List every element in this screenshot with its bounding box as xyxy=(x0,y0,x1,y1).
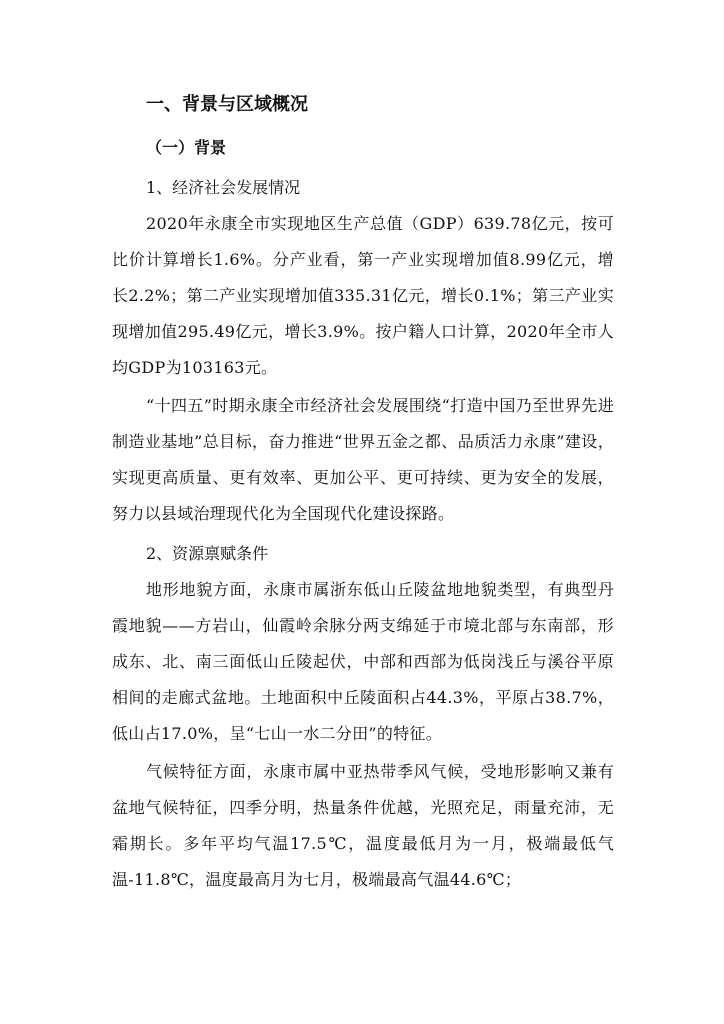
paragraph-plan: “十四五”时期永康全市经济社会发展围绕“打造中国乃至世界先进制造业基地”总目标，奋力推进“世界五金之都、品质活力永康”建设，实现更高质量、更有效率、更加公平、更可持续、更为安全的发展，努力以县域治理现代化为全国现代化建设探路。 xyxy=(112,396,614,523)
item-heading-resources: 2、资源禀赋条件 xyxy=(146,544,269,563)
section-heading: 一、背景与区域概况 xyxy=(146,94,308,115)
subsection-heading: （一）背景 xyxy=(146,138,227,157)
paragraph-terrain: 地形地貌方面，永康市属浙东低山丘陵盆地地貌类型，有典型丹霞地貌——方岩山，仙霞岭余脉分两支绵延于市境北部与东南部，形成东、北、南三面低山丘陵起伏，中部和西部为低岗浅丘与溪谷平原相间的走廊式盆地。土地面积中丘陵面积占44.3%，平原占38.7%，低山占17.0%，呈“七山一水二分田”的特征。 xyxy=(112,580,614,743)
paragraph-gdp: 2020年永康全市实现地区生产总值（GDP）639.78亿元，按可比价计算增长1.6%。分产业看，第一产业实现增加值8.99亿元，增长2.2%；第二产业实现增加值335.31亿元，增长0.1%；第三产业实现增加值295.49亿元，增长3.9%。按户籍人口计算，2020年全市人均GDP为103163元。 xyxy=(112,214,614,377)
paragraph-climate: 气候特征方面，永康市属中亚热带季风气候，受地形影响又兼有盆地气候特征，四季分明，热量条件优越，光照充足，雨量充沛，无霜期长。多年平均气温17.5℃，温度最低月为一月，极端最低气温-11.8℃，温度最高月为七月，极端最高气温44.6℃； xyxy=(112,762,614,889)
document-page xyxy=(112,78,614,898)
item-heading-economy: 1、经济社会发展情况 xyxy=(146,178,301,197)
